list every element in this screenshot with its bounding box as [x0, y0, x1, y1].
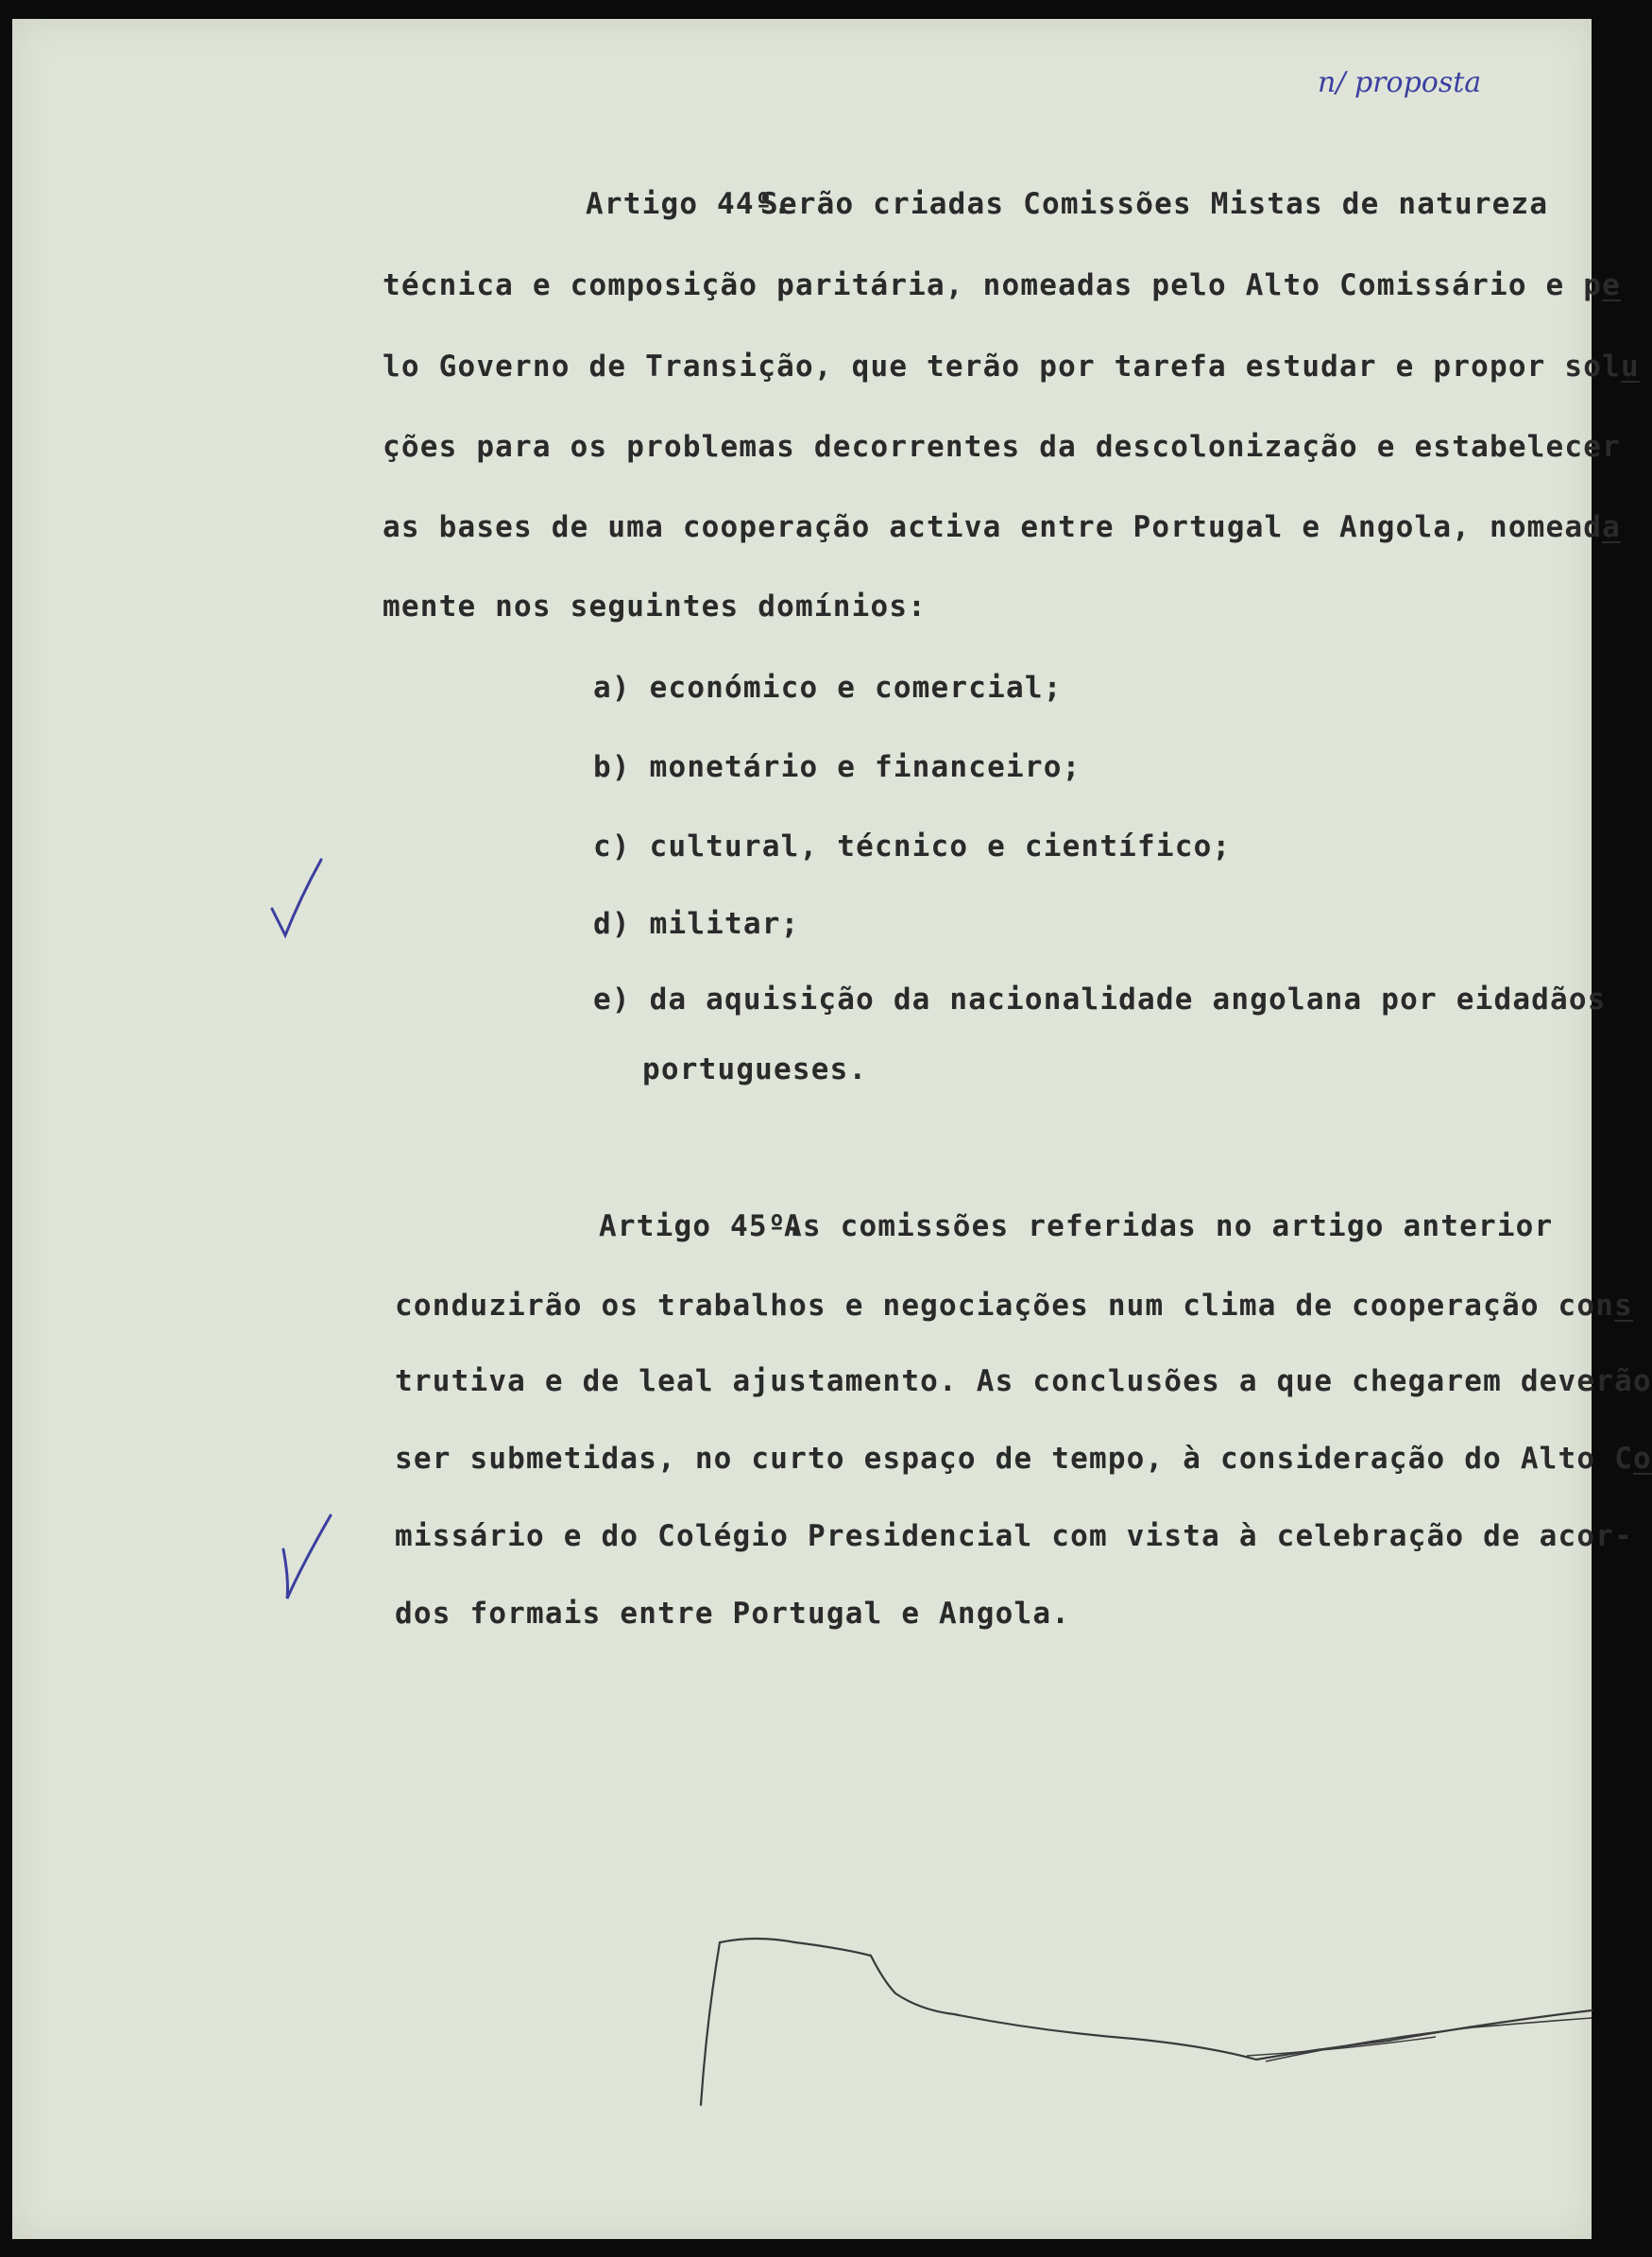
- article45-line: ser submetidas, no curto espaço de tempo, à consideração do Alto Co: [395, 1442, 1652, 1476]
- article44-line: mente nos seguintes domínios:: [383, 590, 928, 624]
- list-item: portugueses.: [642, 1052, 868, 1086]
- article45-line: dos formais entre Portugal e Angola.: [395, 1597, 1071, 1631]
- article44-line: lo Governo de Transição, que terão por tarefa estudar e propor solu: [383, 350, 1640, 384]
- list-item: d) militar;: [593, 907, 800, 941]
- article45-line: conduzirão os trabalhos e negociações num clima de cooperação cons: [395, 1289, 1634, 1323]
- list-item: e) da aquisição da nacionalidade angolana por eidadãos: [593, 983, 1607, 1017]
- article44-heading: Artigo 44º.: [586, 187, 792, 221]
- list-item: c) cultural, técnico e científico;: [593, 829, 1232, 863]
- article44-line: ções para os problemas decorrentes da descolonização e estabelecer: [383, 430, 1621, 464]
- list-item: b) monetário e financeiro;: [593, 750, 1081, 784]
- check-mark-icon: [272, 860, 321, 935]
- article44-line: as bases de uma cooperação activa entre Portugal e Angola, nomeada: [383, 510, 1622, 544]
- list-item: a) económico e comercial;: [593, 671, 1063, 705]
- article45-heading: Artigo 45º.: [599, 1209, 806, 1243]
- handwritten-note: n/ proposta: [1318, 66, 1482, 99]
- article44-line: Serão criadas Comissões Mistas de natureza: [760, 187, 1549, 221]
- article45-line: As comissões referidas no artigo anterior: [784, 1209, 1554, 1243]
- article44-line: técnica e composição paritária, nomeadas pelo Alto Comissário e pe: [383, 268, 1622, 302]
- article45-line: missário e do Colégio Presidencial com vista à celebração de acor-: [395, 1519, 1633, 1553]
- check-mark-icon: [283, 1515, 331, 1599]
- article45-line: trutiva e de leal ajustamento. As conclusões a que chegarem deverão: [395, 1364, 1652, 1398]
- signature-icon: [701, 1939, 1592, 2105]
